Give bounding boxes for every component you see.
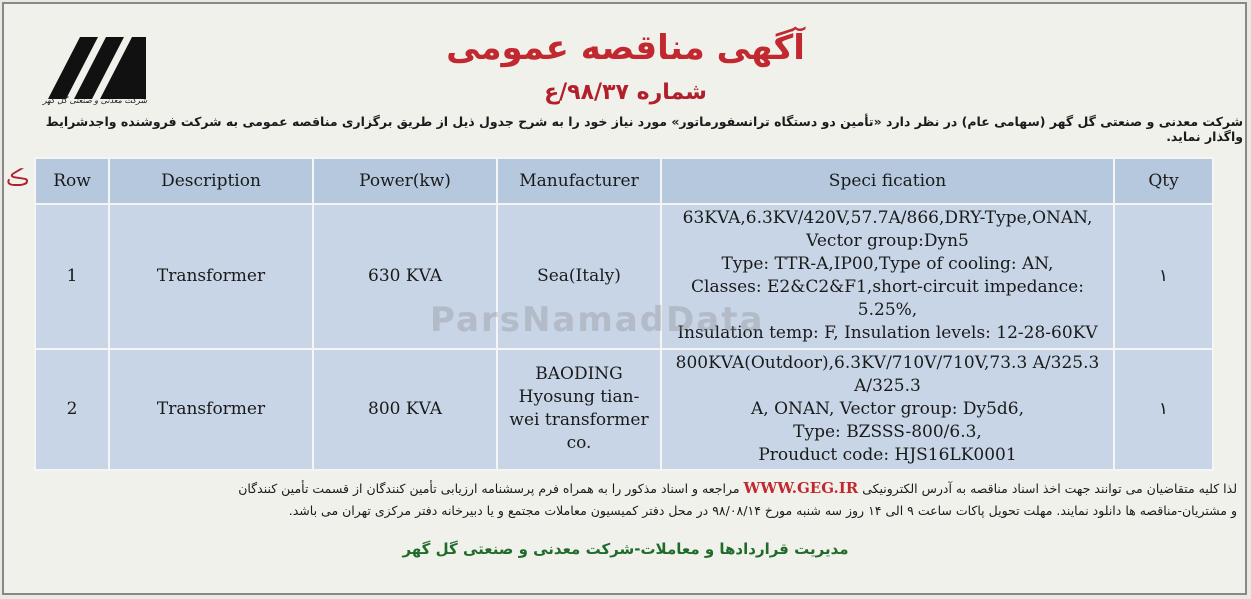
notice-number: شماره ۹۸/۳۷/ع [544,80,707,105]
manufacturer-line: Hyosung tian- [518,387,640,408]
header-qty: Qty [1114,158,1213,204]
spec-line: Type: TTR-A,IP00,Type of cooling: AN, [721,254,1054,275]
spec-line: A, ONAN, Vector group: Dy5d6, [750,398,1025,419]
table-header-row [35,158,1213,204]
cell-description: Transformer [109,349,313,470]
manufacturer-line: co. [566,433,592,454]
cell-specification [661,349,1114,470]
watermark: ParsNamadData [430,300,765,340]
header-power: Power(kw) [313,158,497,204]
manufacturer-line: BAODING [535,364,623,385]
cell-description: Transformer [109,204,313,349]
cell-row: 1 [35,204,109,349]
footer-line-1-end: مراجعه و اسناد مذکور را به همراه فرم پرسشنامه ارزیابی تأمین کنندگان از قسمت تأمین کنندگان [238,481,740,496]
spec-line: Classes: E2&C2&F1,short-circuit impedance: 5.25%, [691,277,1084,321]
footer-line-1-start: لذا کلیه متقاضیان می توانند جهت اخذ اسناد مناقصه به آدرس الکترونیکی [862,481,1237,496]
signature-line: مدیریت قراردادها و معاملات-شرکت معدنی و صنعتی گل گهر [402,540,849,558]
footer-line-2: و مشتریان-مناقصه ها دانلود نمایند. مهلت تحویل پاکات ساعت ۹ الی ۱۴ روز سه شنبه مورخ ۹۸/۰۸/۱۴ در محل دفتر کمیسیون معاملات مجتمع و یا دبیرخانه دفتر مرکزی تهران می باشد. [288,503,1237,518]
footer-line-1 [17,477,1237,500]
spec-line: Insulation temp: F, Insulation levels: 12-28-60KV [677,323,1098,344]
header-description: Description [109,158,313,204]
spec-line: 800KVA(Outdoor),6.3KV/710V/710V,73.3 A/325.3 A/325.3 [675,352,1100,396]
intro-text: شرکت معدنی و صنعتی گل گهر (سهامی عام) در نظر دارد «تأمین دو دستگاه ترانسفورماتور» مورد نیاز خود را به شرح جدول ذیل از طریق برگزاری مناقصه عمومی به شرکت فروشنده واجدشرایط واگذار نماید. [45,114,1243,144]
cell-qty: ۱ [1114,204,1213,349]
spec-line: Vector group:Dyn5 [806,231,969,252]
logo-caption: شرکت معدنی و صنعتی گل گهر [42,96,148,105]
header-row: Row [35,158,109,204]
header-specification: Speci fication [661,158,1114,204]
cell-power: 800 KVA [313,349,497,470]
spec-line: Type: BZSSS-800/6.3, [793,421,982,442]
spec-line: 63KVA,6.3KV/420V,57.7A/866,DRY-Type,ONAN, [682,208,1093,229]
cell-qty: ۱ [1114,349,1213,470]
spec-line: Prouduct code: HJS16LK0001 [758,444,1017,465]
cell-manufacturer: Sea(Italy) [497,204,661,349]
cell-power: 630 KVA [313,204,497,349]
notice-title: آگهی مناقصه عمومی [446,28,805,68]
website-link[interactable]: WWW.GEG.IR [743,479,859,497]
footer-text [17,477,1237,522]
cell-row: 2 [35,349,109,470]
header-manufacturer: Manufacturer [497,158,661,204]
manufacturer-line: wei transformer [509,410,649,431]
handwritten-mark: ڪ [6,166,30,191]
cell-manufacturer [497,349,661,470]
table-row [35,349,1213,470]
